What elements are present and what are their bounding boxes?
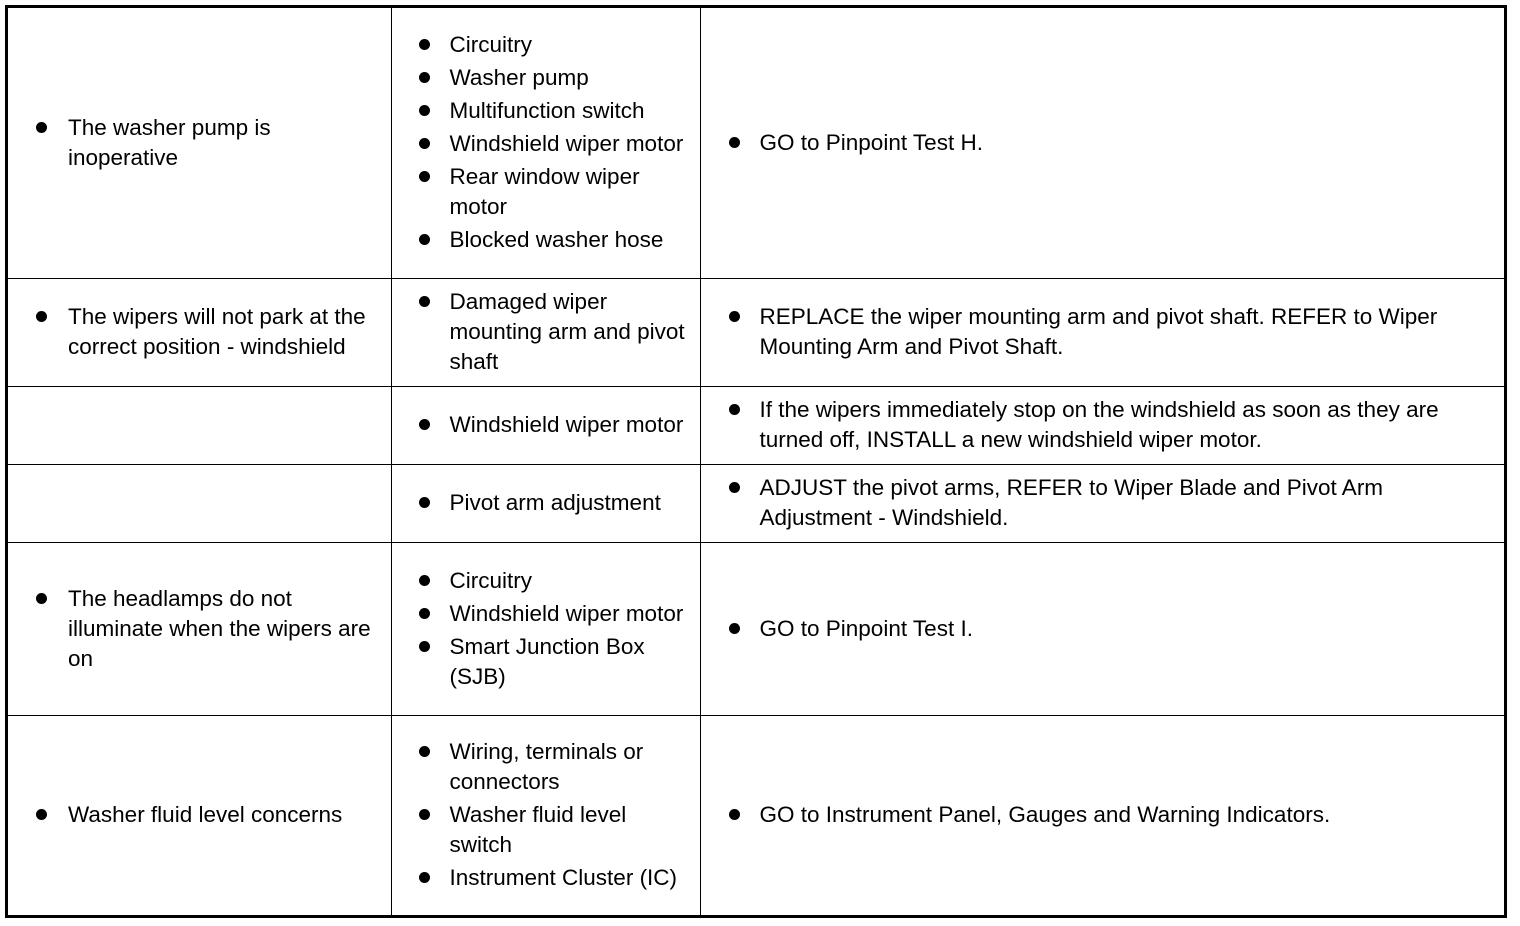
possible-sources-cell <box>391 8 700 278</box>
list-item <box>701 800 1505 830</box>
list-item <box>392 30 700 60</box>
source-text: Windshield wiper motor <box>449 600 684 626</box>
table-row <box>8 8 1504 278</box>
source-text: Multifunction switch <box>449 98 645 124</box>
bullet-icon <box>419 72 430 83</box>
source-text: Instrument Cluster (IC) <box>449 865 678 891</box>
bullet-icon <box>36 593 47 604</box>
condition-cell <box>8 278 391 386</box>
bullet-icon <box>419 497 430 508</box>
condition-cell <box>8 542 391 715</box>
table-row <box>8 464 1504 542</box>
action-cell <box>700 464 1504 542</box>
action-text: REPLACE the wiper mounting arm and pivot shaft. REFER to Wiper Mounting Arm and Pivot Shaft. <box>759 304 1438 359</box>
list-item <box>392 410 700 440</box>
list-item <box>392 63 700 93</box>
action-cell <box>700 715 1504 915</box>
bullet-icon <box>419 809 430 820</box>
condition-text: The headlamps do not illuminate when the wipers are on <box>68 585 371 671</box>
bullet-icon <box>419 296 430 307</box>
list-item <box>392 129 700 159</box>
list-item <box>392 287 700 377</box>
source-text: Washer pump <box>449 65 589 91</box>
action-cell <box>700 386 1504 464</box>
source-text: Smart Junction Box (SJB) <box>449 633 645 689</box>
condition-text: The wipers will not park at the correct position - windshield <box>68 304 366 359</box>
action-text: GO to Pinpoint Test I. <box>759 615 973 641</box>
action-cell <box>700 8 1504 278</box>
list-item <box>701 128 1505 158</box>
source-text: Pivot arm adjustment <box>449 490 661 515</box>
list-item <box>392 488 700 518</box>
source-text: Damaged wiper mounting arm and pivot shaft <box>449 289 685 374</box>
bullet-icon <box>729 482 740 493</box>
bullet-icon <box>729 623 740 634</box>
diagnostic-table-frame <box>5 5 1507 918</box>
table-row <box>8 278 1504 386</box>
source-text: Windshield wiper motor <box>449 412 684 437</box>
list-item <box>8 113 391 173</box>
list-item <box>701 473 1505 533</box>
bullet-icon <box>419 138 430 149</box>
action-cell <box>700 278 1504 386</box>
bullet-icon <box>419 171 430 182</box>
possible-sources-cell <box>391 715 700 915</box>
bullet-icon <box>729 137 740 148</box>
list-item <box>392 96 700 126</box>
condition-text: The washer pump is inoperative <box>68 114 271 170</box>
list-item <box>701 302 1505 362</box>
bullet-icon <box>419 575 430 586</box>
list-item <box>392 162 700 222</box>
condition-cell-empty <box>8 464 391 542</box>
bullet-icon <box>419 39 430 50</box>
action-text: If the wipers immediately stop on the windshield as soon as they are turned off, INSTALL a new windshield wiper motor. <box>759 397 1439 452</box>
possible-sources-cell <box>391 278 700 386</box>
list-item <box>701 395 1505 455</box>
condition-text: Washer fluid level concerns <box>68 802 343 828</box>
condition-cell-empty <box>8 386 391 464</box>
bullet-icon <box>419 608 430 619</box>
source-text: Washer fluid level switch <box>449 802 627 858</box>
bullet-icon <box>419 872 430 883</box>
list-item <box>701 614 1505 644</box>
list-item <box>392 632 700 692</box>
list-item <box>392 225 700 255</box>
possible-sources-cell <box>391 464 700 542</box>
bullet-icon <box>419 234 430 245</box>
possible-sources-cell <box>391 386 700 464</box>
list-item <box>392 737 700 797</box>
list-item <box>8 800 391 830</box>
bullet-icon <box>36 311 47 322</box>
bullet-icon <box>419 419 430 430</box>
action-text: GO to Instrument Panel, Gauges and Warning Indicators. <box>759 802 1331 828</box>
source-text: Rear window wiper motor <box>449 164 640 220</box>
condition-cell <box>8 715 391 915</box>
source-text: Wiring, terminals or connectors <box>449 739 644 795</box>
list-item <box>392 863 700 893</box>
bullet-icon <box>729 809 740 820</box>
action-cell <box>700 542 1504 715</box>
condition-cell <box>8 8 391 278</box>
bullet-icon <box>419 105 430 116</box>
possible-sources-cell <box>391 542 700 715</box>
source-text: Circuitry <box>449 567 532 593</box>
bullet-icon <box>729 404 740 415</box>
symptom-chart-table <box>8 8 1504 915</box>
list-item <box>392 800 700 860</box>
bullet-icon <box>729 311 740 322</box>
bullet-icon <box>36 122 47 133</box>
action-text: ADJUST the pivot arms, REFER to Wiper Blade and Pivot Arm Adjustment - Windshield. <box>759 475 1384 530</box>
source-text: Blocked washer hose <box>449 227 664 253</box>
list-item <box>392 566 700 596</box>
list-item <box>392 599 700 629</box>
list-item <box>8 584 391 674</box>
list-item <box>8 302 391 362</box>
source-text: Circuitry <box>449 32 532 58</box>
table-row <box>8 715 1504 915</box>
bullet-icon <box>36 809 47 820</box>
table-row <box>8 386 1504 464</box>
table-row <box>8 542 1504 715</box>
source-text: Windshield wiper motor <box>449 131 684 157</box>
action-text: GO to Pinpoint Test H. <box>759 129 983 155</box>
bullet-icon <box>419 641 430 652</box>
bullet-icon <box>419 746 430 757</box>
